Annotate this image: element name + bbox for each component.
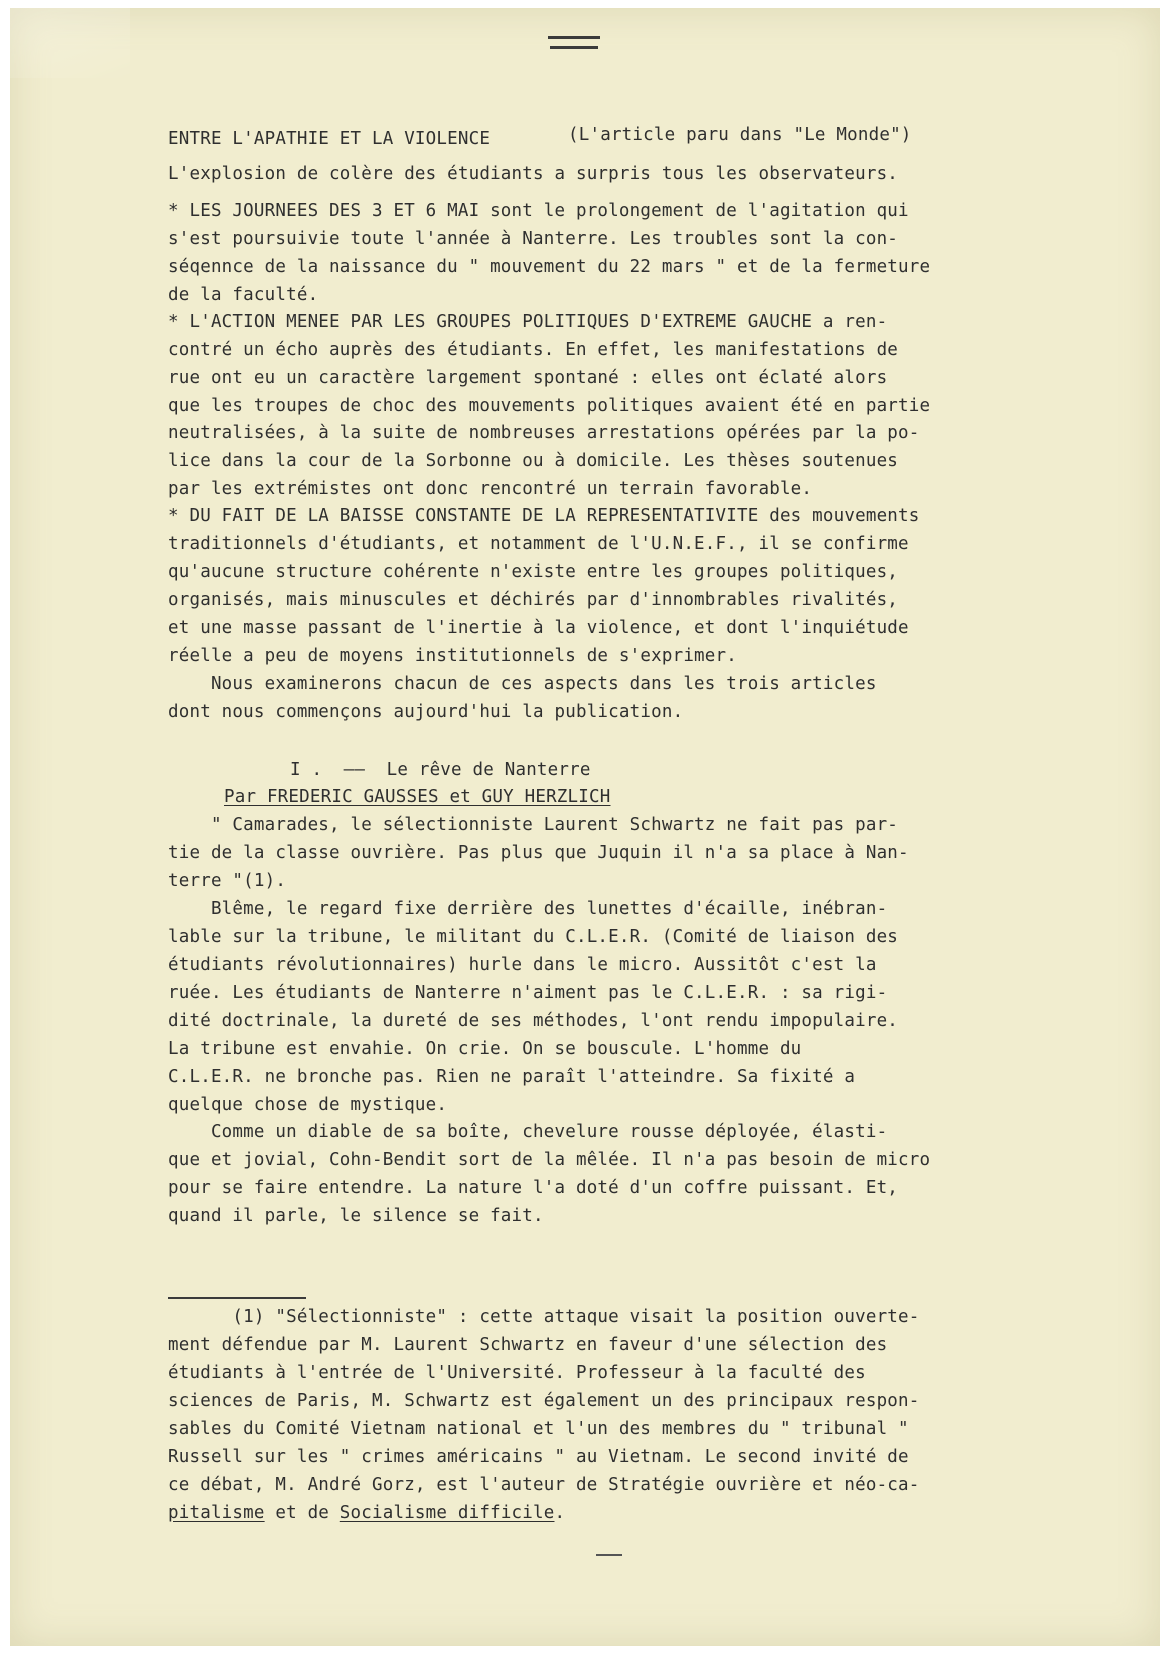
footnote-line: ce débat, M. André Gorz, est l'auteur de Stratégie ouvrière et néo-ca- bbox=[168, 1475, 920, 1495]
footnote-line: (1) "Sélectionniste" : cette attaque visait la position ouverte- bbox=[168, 1307, 920, 1327]
intro-line: L'explosion de colère des étudiants a surpris tous les observateurs. bbox=[168, 164, 899, 184]
body-line: quand il parle, le silence se fait. bbox=[168, 1206, 544, 1226]
body-line: étudiants révolutionnaires) hurle dans le micro. Aussitôt c'est la bbox=[168, 955, 877, 975]
footnote-line: étudiants à l'entrée de l'Université. Professeur à la faculté des bbox=[168, 1363, 866, 1383]
body-line: terre "(1). bbox=[168, 871, 287, 891]
body-line: Blême, le regard fixe derrière des lunettes d'écaille, inébran- bbox=[168, 899, 888, 919]
footnote-line: ment défendue par M. Laurent Schwartz en faveur d'une sélection des bbox=[168, 1335, 888, 1355]
point-line: qu'aucune structure cohérente n'existe entre les groupes politiques, bbox=[168, 562, 899, 582]
point-line: et une masse passant de l'inertie à la violence, et dont l'inquiétude bbox=[168, 618, 909, 638]
point-line: que les troupes de choc des mouvements politiques avaient été en partie bbox=[168, 396, 931, 416]
footnote-last-line bbox=[168, 1502, 565, 1524]
footnote-connector: et de bbox=[264, 1503, 340, 1523]
closing-line: dont nous commençons aujourd'hui la publication. bbox=[168, 702, 684, 722]
point-line: * L'ACTION MENEE PAR LES GROUPES POLITIQUES D'EXTREME GAUCHE a ren- bbox=[168, 312, 888, 332]
body-line: C.L.E.R. ne bronche pas. Rien ne paraît l'atteindre. Sa fixité a bbox=[168, 1067, 856, 1087]
section-heading: I . —— Le rêve de Nanterre bbox=[290, 760, 591, 780]
book-title: Socialisme difficile bbox=[339, 1503, 555, 1523]
point-line: contré un écho auprès des étudiants. En effet, les manifestations de bbox=[168, 340, 899, 360]
footnote-line: sables du Comité Vietnam national et l'un des membres du " tribunal " bbox=[168, 1419, 909, 1439]
point-line: * DU FAIT DE LA BAISSE CONSTANTE DE LA REPRESENTATIVITE des mouvements bbox=[168, 506, 920, 526]
point-line: organisés, mais minuscules et déchirés par d'innombrables rivalités, bbox=[168, 590, 899, 610]
header-mark-2 bbox=[550, 46, 598, 49]
body-line: La tribune est envahie. On crie. On se bouscule. L'homme du bbox=[168, 1039, 802, 1059]
body-line: dité doctrinale, la dureté de ses méthodes, l'ont rendu impopulaire. bbox=[168, 1011, 899, 1031]
point-line: séqennce de la naissance du " mouvement du 22 mars " et de la fermeture bbox=[168, 257, 931, 277]
point-line: neutralisées, à la suite de nombreuses arrestations opérées par la po- bbox=[168, 423, 920, 443]
footnote-end: . bbox=[554, 1503, 566, 1523]
body-line: tie de la classe ouvrière. Pas plus que Juquin il n'a sa place à Nan- bbox=[168, 843, 909, 863]
source-note: (L'article paru dans "Le Monde") bbox=[568, 125, 912, 145]
point-line: rue ont eu un caractère largement spontané : elles ont éclaté alors bbox=[168, 368, 888, 388]
body-line: quelque chose de mystique. bbox=[168, 1095, 448, 1115]
point-line: s'est poursuivie toute l'année à Nanterre. Les troubles sont la con- bbox=[168, 229, 899, 249]
point-line: réelle a peu de moyens institutionnels de s'exprimer. bbox=[168, 646, 738, 666]
closing-line: Nous examinerons chacun de ces aspects dans les trois articles bbox=[168, 674, 877, 694]
point-line: traditionnels d'étudiants, et notamment de l'U.N.E.F., il se confirme bbox=[168, 534, 909, 554]
point-line: par les extrémistes ont donc rencontré un terrain favorable. bbox=[168, 479, 813, 499]
footnote-rule bbox=[168, 1297, 306, 1299]
footnote-line: sciences de Paris, M. Schwartz est également un des principaux respon- bbox=[168, 1391, 920, 1411]
point-line: lice dans la cour de la Sorbonne ou à domicile. Les thèses soutenues bbox=[168, 451, 899, 471]
point-line: * LES JOURNEES DES 3 ET 6 MAI sont le prolongement de l'agitation qui bbox=[168, 201, 909, 221]
point-line: de la faculté. bbox=[168, 285, 319, 305]
body-line: ruée. Les étudiants de Nanterre n'aiment pas le C.L.E.R. : sa rigi- bbox=[168, 983, 888, 1003]
body-line: pour se faire entendre. La nature l'a doté d'un coffre puissant. Et, bbox=[168, 1178, 899, 1198]
byline: Par FREDERIC GAUSSES et GUY HERZLICH bbox=[224, 787, 611, 807]
body-line: lable sur la tribune, le militant du C.L.E.R. (Comité de liaison des bbox=[168, 927, 899, 947]
body-line: que et jovial, Cohn-Bendit sort de la mêlée. Il n'a pas besoin de micro bbox=[168, 1150, 931, 1170]
header-mark bbox=[548, 36, 600, 39]
folded-corner bbox=[10, 8, 130, 78]
bottom-mark bbox=[596, 1554, 622, 1556]
body-line: Comme un diable de sa boîte, chevelure rousse déployée, élasti- bbox=[168, 1122, 888, 1142]
book-title: pitalisme bbox=[168, 1503, 265, 1523]
body-line: " Camarades, le sélectionniste Laurent Schwartz ne fait pas par- bbox=[168, 815, 899, 835]
article-title: ENTRE L'APATHIE ET LA VIOLENCE bbox=[168, 129, 491, 149]
footnote-line: Russell sur les " crimes américains " au Vietnam. Le second invité de bbox=[168, 1447, 909, 1467]
